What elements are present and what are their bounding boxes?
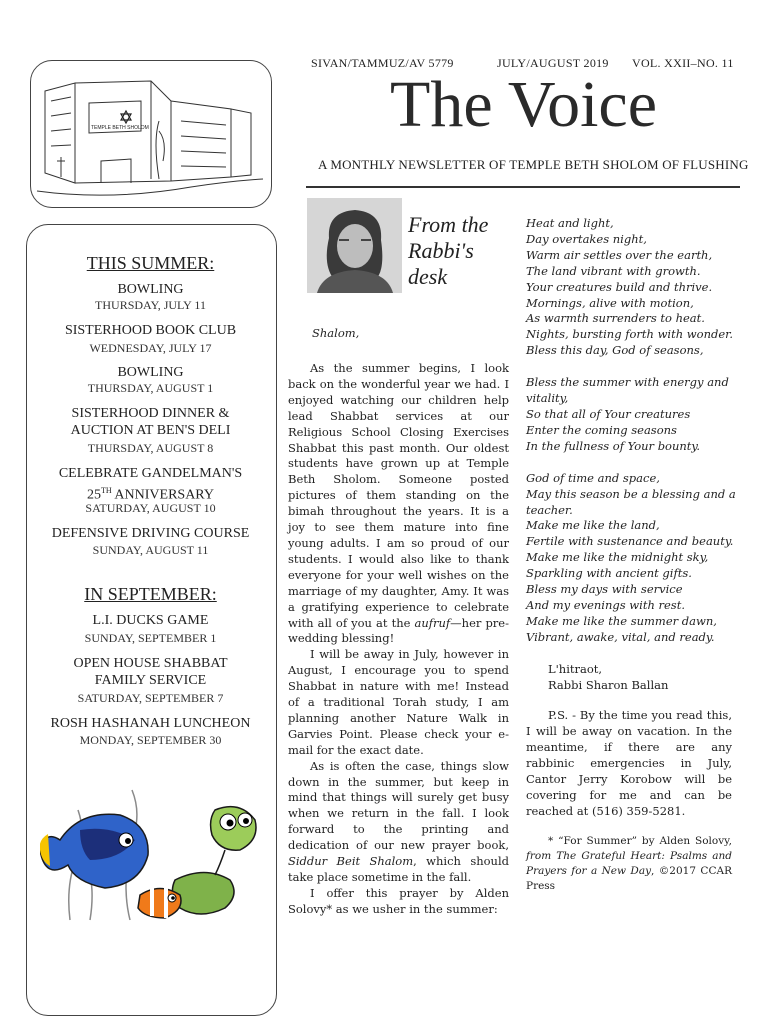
summer-heading: THIS SUMMER:	[86, 253, 215, 273]
signoff-line: L'hitraot,	[548, 661, 603, 676]
rabbi-column-title	[408, 212, 508, 290]
poem-stanza-3: God of time and space, May this season be a blessing and a teacher. Make me like the land, Fertile with sustenance and beauty. Make me like the midnight sky, Sparkling with ancient gifts. Bless my days with service And my evenings with rest. Make me like the summer dawn, Vibrant, awake, vital, and ready.	[526, 470, 736, 644]
letter-paragraph: I will be away in July, however in August, I encourage you to spend Shabbat in nature with me! Instead of a traditional Torah study, I am planning another Nature Walk in Garvies Point. Please check your e-mail for the exact date.	[288, 647, 509, 757]
event-date: SUNDAY, AUGUST 11	[92, 543, 209, 557]
issue-months: JULY/AUGUST 2019	[497, 56, 609, 70]
event-date: WEDNESDAY, JULY 17	[89, 341, 212, 355]
rabbi-greeting: Shalom,	[312, 326, 360, 340]
postscript: P.S. - By the time you read this, I will be away on vacation. In the meantime, if there are any rabbinic emergencies in July, Cantor Jerry Korobow will be covering for me and can be reached at (516) 359-5281.	[526, 708, 732, 818]
event-name-line2: FAMILY SERVICE	[94, 673, 207, 688]
event-name: CELEBRATE GANDELMAN'S	[58, 466, 243, 481]
signoff	[526, 662, 732, 694]
rabbi-letter	[288, 361, 509, 918]
fish-cartoon-icon	[40, 770, 265, 930]
event-date: THURSDAY, AUGUST 1	[87, 381, 214, 395]
rabbi-photo	[307, 198, 402, 293]
temple-logo	[30, 60, 272, 208]
rabbi-title-line: desk	[408, 264, 448, 289]
poem-column	[526, 216, 736, 894]
event-date: THURSDAY, JULY 11	[95, 298, 206, 312]
event-name: L.I. DUCKS GAME	[92, 613, 209, 628]
volume-number: VOL. XXII–NO. 11	[632, 56, 734, 70]
rabbi-title-line: Rabbi's	[408, 238, 474, 263]
header-rule	[306, 186, 740, 188]
letter-paragraph: I offer this prayer by Alden Solovy* as we usher in the summer:	[288, 885, 509, 916]
event-name: DEFENSIVE DRIVING COURSE	[51, 526, 250, 541]
newsletter-title: The Voice	[390, 68, 657, 141]
event-name: BOWLING	[117, 282, 184, 297]
event-name: ROSH HASHANAH LUNCHEON	[50, 716, 251, 731]
poem-stanza-1: Heat and light, Day overtakes night, Warm air settles over the earth, The land vibrant with growth. Your creatures build and thrive. Mornings, alive with motion, As warmth surrenders to heat. Nights, bursting forth with wonder. Bless this day, God of seasons,	[526, 216, 734, 358]
signoff-name: Rabbi Sharon Ballan	[548, 677, 669, 692]
event-name: OPEN HOUSE SHABBAT	[73, 656, 228, 671]
letter-paragraph: As the summer begins, I look back on the wonderful year we had. I enjoyed watching our children help lead Shabbat services at our Religious School Closing Exercises Shabbat this past month. Our oldest students have grown up at Temple Beth Sholom. Someone posted pictures of them standing on the bimah throughout the years. It is a joy to see them mature into fine young adults. I am so proud of our students. I would also like to thank everyone for your well wishes on the marriage of my daughter, Amy. It was a gratifying experience to celebrate with all of you at the aufruf—her pre-wedding blessing!	[288, 361, 509, 646]
event-date: MONDAY, SEPTEMBER 30	[79, 733, 222, 747]
anniversary-word: ANNIVERSARY	[111, 487, 214, 503]
event-date: SUNDAY, SEPTEMBER 1	[84, 631, 217, 645]
fish-illustration	[40, 770, 265, 930]
september-heading: IN SEPTEMBER:	[84, 584, 217, 604]
anniversary-number: 25	[87, 487, 102, 503]
poem-stanza-2: Bless the summer with energy and vitality, So that all of Your creatures Enter the coming seasons In the fullness of Your bounty.	[526, 375, 729, 453]
event-name: SISTERHOOD BOOK CLUB	[64, 323, 237, 338]
rabbi-title-line: From the	[408, 212, 489, 237]
event-name-line2: AUCTION AT BEN'S DELI	[70, 423, 231, 438]
event-date: SATURDAY, AUGUST 10	[85, 501, 216, 515]
newsletter-subtitle: A MONTHLY NEWSLETTER OF TEMPLE BETH SHOLOM OF FLUSHING	[318, 157, 749, 172]
ordinal-suffix: TH	[101, 486, 112, 495]
temple-drawing-icon	[31, 61, 271, 207]
hebrew-date: SIVAN/TAMMUZ/AV 5779	[311, 56, 454, 70]
footnote: * “For Summer” by Alden Solovy, from The Grateful Heart: Psalms and Prayers for a New Day, ©2017 CCAR Press	[526, 834, 732, 892]
letter-paragraph: As is often the case, things slow down in the summer, but keep in mind that things will surely get busy when we return in the fall. I look forward to the printing and dedication of our new prayer book, Siddur Beit Shalom, which should take place sometime in the fall.	[288, 758, 509, 884]
event-name: BOWLING	[117, 365, 184, 380]
rabbi-portrait-icon	[307, 198, 402, 293]
event-date: SATURDAY, SEPTEMBER 7	[77, 691, 224, 705]
event-date: THURSDAY, AUGUST 8	[87, 441, 214, 455]
svg-text:TEMPLE BETH SHOLOM: TEMPLE BETH SHOLOM	[91, 125, 149, 131]
event-name: SISTERHOOD DINNER &	[71, 406, 230, 421]
